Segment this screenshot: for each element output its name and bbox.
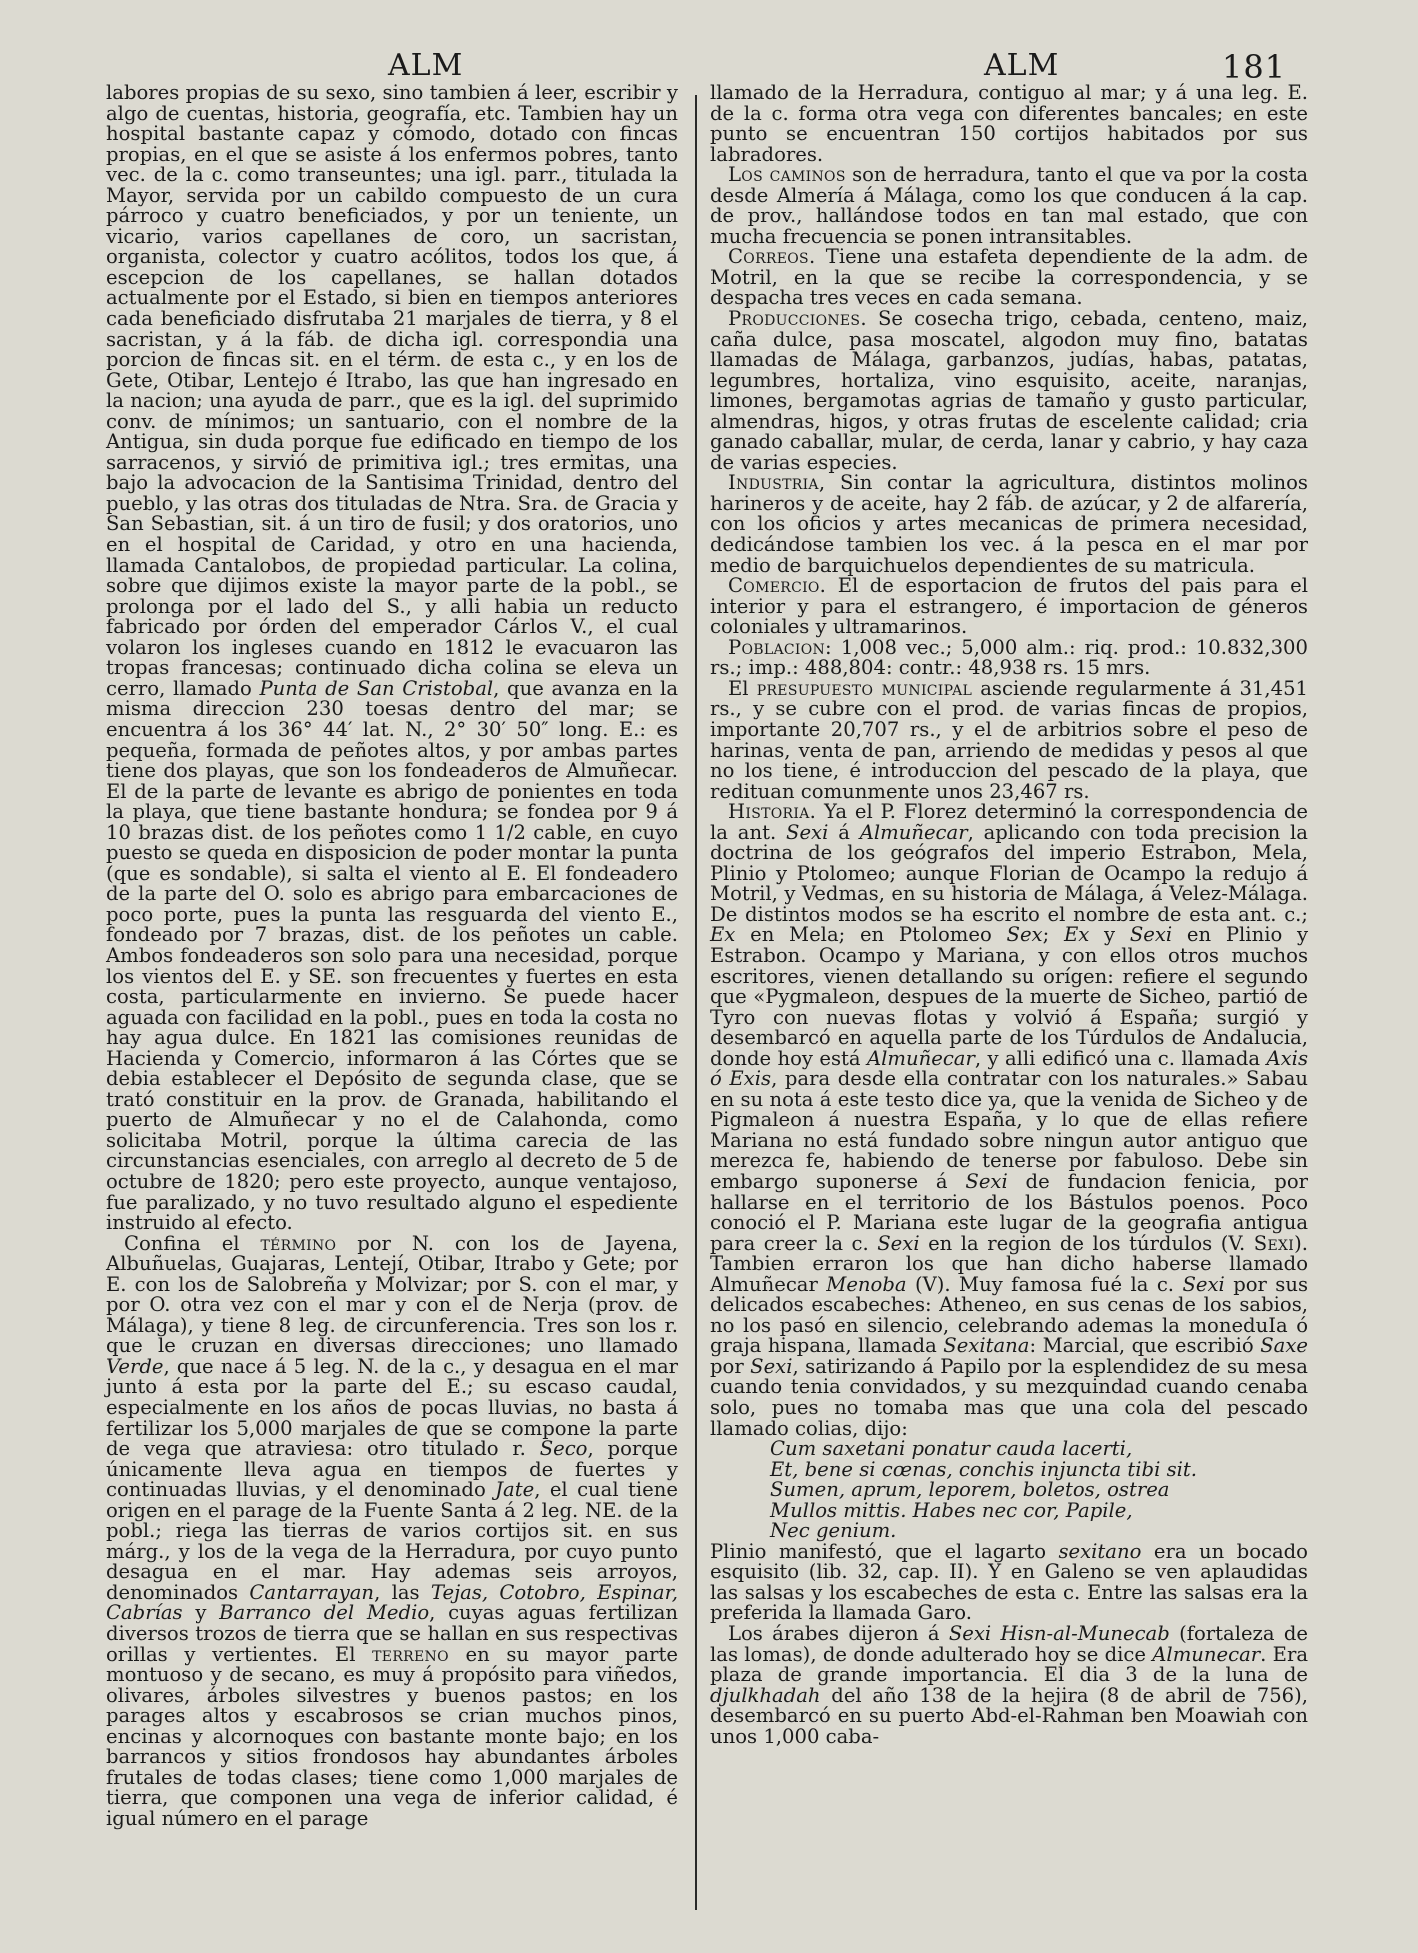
latin-verse xyxy=(770,1439,1308,1542)
left-column xyxy=(106,83,678,1829)
paragraph-historia: Historia. Ya el P. Florez determinó la correspondencia de la ant. Sexi á Almuñecar, aplicando con toda precision la doctrina de los geógrafos del imperio Estrabon, Mela, Plinio y Ptolomeo; aunque Florian de Ocampo la redujo á Motril, y Vedmas, en su historia de Málaga, á Velez-Málaga. De distintos modos se ha escrito el nombre de esta ant. c.; Ex en Mela; en Ptolomeo Sex; Ex y Sexi en Plinio y Estrabon. Ocampo y Mariana, y con ellos otros muchos escritores, vienen detallando su orígen: refiere el segundo que «Pygmaleon, despues de la muerte de Sicheo, partió de Tyro con nuevas flotas y volvió á España; surgió y desembarcó en aquella parte de los Túrdulos de Andalucia, donde hoy está Almuñecar, y alli edificó una c. llamada Axis ó Exis, para desde ella contratar con los naturales.» Sabau en su nota á este testo dice ya, que la venida de Sicheo y de Pigmaleon á nuestra España, y lo que de ellas refiere Mariana no está fundado sobre ningun autor antiguo que merezca fe, habiendo de tenerse por fabuloso. Debe sin embargo suponerse á Sexi de fundacion fenicia, por hallarse en el territorio de los Bástulos poenos. Poco conoció el P. Mariana este lugar de la geografia antigua para creer la c. Sexi en la region de los túrdulos (V. Sexi). Tambien erraron los que han dicho haberse llamado Almuñecar Menoba (V). Muy famosa fué la c. Sexi por sus delicados escabeches: Atheneo, en sus cenas de los sabios, no los pasó en silencio, celebrando ademas la moneduIa ó graja hispana, llamada Sexitana: Marcial, que escribió Saxe por Sexi, satirizando á Papilo por la esplendidez de su mesa cuando tenia convidados, y su mezquindad cuando cenaba solo, pues no tomaba mas que una cola del pescado llamado colias, dijo: xyxy=(710,800,1309,1440)
running-head-right: ALM xyxy=(984,48,1060,83)
paragraph-producciones: Producciones. Se cosecha trigo, cebada, centeno, maiz, caña dulce, pasa moscatel, algodon muy fino, batatas llamadas de Málaga, garbanzos, judías, habas, patatas, legumbres, hortaliza, vino esquisito, aceite, naranjas, limones, bergamotas agrias de tamaño y gusto particular, almendras, higos, y otras frutas de escelente calidad; cria ganado caballar, mular, de cerda, lanar y cabrio, y hay caza de varias especies. xyxy=(710,307,1308,474)
paragraph-plinio: Plinio manifestó, que el lagarto sexitano era un bocado esquisito (lib. 32, cap. II). Y en Galeno se ven aplaudidas las salsas y los escabeches de esta c. Entre las salsas era la preferida la llamada Garo. xyxy=(710,1539,1308,1625)
paragraph-hospital-church: labores propias de su sexo, sino tambien á leer, escribir y algo de cuentas, historia, geografía, etc. Tambien hay un hospital bastante capaz y cómodo, dotado con fincas propias, en el que se asiste á los enfermos pobres, tanto vec. de la c. como transeuntes; una igl. parr., titulada la Mayor, servida por un cabildo compuesto de un cura párroco y cuatro beneficiados, y por un teniente, un vicario, varios capellanes de coro, un sacristan, organista, colector y cuatro acólitos, todos los que, á escepcion de los capellanes, se hallan dotados actualmente por el Estado, si bien en tiempos anteriores cada beneficiado disfrutaba 21 marjales de tierra, y 8 el sacristan, y á la fáb. de dicha igl. correspondia una porcion de fincas sit. en el térm. de esta c., y en los de Gete, Otibar, Lentejo é Itrabo, las que han ingresado en la nacion; una ayuda de parr., que es la igl. del suprimido conv. de mínimos; un santuario, con el nombre de la Antigua, sin duda porque fue edificado en tiempo de los sarracenos, y sirvió de primitiva igl.; tres ermitas, una bajo la advocacion de la Santisima Trinidad, dentro del pueblo, y las otras dos tituladas de Ntra. Sra. de Gracia y San Sebastian, sit. á un tiro de fusil; y dos oratorios, uno en el hospital de Caridad, y otro en una hacienda, llamada Cantalobos, de propiedad particular. La colina, sobre que dijimos existe la mayor parte de la pobl., se prolonga por el lado del S., y alli habia un reducto fabricado por órden del emperador Cárlos V., el cual volaron los ingleses cuando en 1812 le evacuaron las tropas francesas; continuado dicha colina se eleva un cerro, llamado Punta de San Cristobal, que avanza en la misma direccion 230 toesas dentro del mar; se encuentra á los 36° 44′ lat. N., 2° 30′ 50″ long. E.: es pequeña, formada de peñotes altos, y por ambas partes tiene dos playas, que son los fondeaderos de Almuñecar. El de la parte de levante es abrigo de ponientes en toda la playa, que tiene bastante hondura; se fondea por 9 á 10 brazas dist. de los peñotes como 1 1/2 cable, en cuyo puesto se queda en disposicion de poder montar la punta (que es sondable), si salta el viento al E. El fondeadero de la parte del O. solo es abrigo para embarcaciones de poco porte, pues la punta las resguarda del viento E., fondeado por 7 brazas, dist. de los peñotes un cable. Ambos fondeaderos son solo para una necesidad, porque los vientos del E. y SE. son frecuentes y fuertes en esta costa, particularmente en invierno. Se puede hacer aguada con facilidad en la pobl., pues en toda la costa no hay agua dulce. En 1821 las comisiones reunidas de Hacienda y Comercio, informaron á las Córtes que se debia establecer el Depósito de segunda clase, que se trató constituir en la prov. de Granada, habilitando el puerto de Almuñecar y no el de Calahonda, como solicitaba Motril, porque la última carecia de las circunstancias esenciales, con arreglo al decreto de 5 de octubre de 1820; pero este proyecto, aunque ventajoso, fue paralizado, y no tuvo resultado alguno el espediente instruido al efecto. xyxy=(106,81,679,1235)
verse-line: Sumen, aprum, leporem, boletos, ostrea xyxy=(770,1478,1170,1502)
paragraph-arabes: Los árabes dijeron á Sexi Hisn-al-Munecab (fortaleza de las lomas), de donde adulterado hoy se dice Almunecar. Era plaza de grande importancia. El dia 3 de la luna de djulkhadah del año 138 de la hejira (8 de abril de 756), desembarcó en su puerto Abd-el-Rahman ben Moawiah con unos 1,000 caba- xyxy=(710,1622,1309,1748)
verse-line: Cum saxetani ponatur cauda lacerti, xyxy=(770,1437,1133,1461)
column-divider xyxy=(695,95,697,1910)
paragraph-herradura: llamado de la Herradura, contiguo al mar; y á una leg. E. de la c. forma otra vega con diferentes bancales; en este punto se encuentran 150 cortijos habitados por sus labradores. xyxy=(710,81,1308,166)
running-head-left: ALM xyxy=(388,48,464,83)
paragraph-industria: Industria, Sin contar la agricultura, distintos molinos harineros y de aceite, hay 2 fáb. de azúcar, y 2 de alfarería, con los oficios y artes mecanicas de primera necesidad, dedicándose tambien los vec. á la pesca en el mar por medio de barquichuelos dependientes de su matricula. xyxy=(710,471,1308,577)
paragraph-termino: Confina el término por N. con los de Jayena, Albuñuelas, Guajaras, Lentejí, Otibar, Itrabo y Gete; por E. con los de Salobreña y Molvizar; por S. con el mar, y por O. otra vez con el mar y con el de Nerja (prov. de Málaga), y tiene 8 leg. de circunferencia. Tres son los r. que le cruzan en diversas direcciones; uno llamado Verde, que nace á 5 leg. N. de la c., y desagua en el mar junto á esta por la parte del E.; su escaso caudal, especialmente en los años de pocas lluvias, no basta á fertilizar los 5,000 marjales de que se compone la parte de vega que atraviesa: otro titulado r. Seco, porque únicamente lleva agua en tiempos de fuertes y continuadas lluvias, y el denominado Jate, el cual tiene origen en el parage de la Fuente Santa á 2 leg. NE. de la pobl.; riega las tierras de varios cortijos sit. en sus márg., y los de la vega de la Herradura, por cuyo punto desagua en el mar. Hay ademas seis arroyos, denominados Cantarrayan, las Tejas, Cotobro, Espinar, Cabrías y Barranco del Medio, cuyas aguas fertilizan diversos trozos de tierra que se hallan en sus respectivas orillas y vertientes. El terreno en su mayor parte montuoso y de secano, es muy á propósito para viñedos, olivares, árboles silvestres y buenos pastos; en los parages altos y escabrosos se crian muchos pinos, encinas y alcornoques con bastante monte bajo; en los barrancos y sitios frondosos hay abundantes árboles frutales de todas clases; tiene como 1,000 marjales de tierra, que componen una vega de inferior calidad, é igual número en el parage xyxy=(106,1231,679,1830)
paragraph-correos: Correos. Tiene una estafeta dependiente de la adm. de Motril, en la que se recibe la correspondencia, y se despacha tres veces en cada semana. xyxy=(710,245,1308,310)
verse-line: Nec genium. xyxy=(770,1519,897,1543)
right-column xyxy=(710,83,1308,1747)
paragraph-poblacion: Poblacion: 1,008 vec.; 5,000 alm.: riq. prod.: 10.832,300 rs.; imp.: 488,804: contr.: 48,938 rs. 15 mrs. xyxy=(710,635,1308,680)
paragraph-caminos: Los caminos son de herradura, tanto el que va por la costa desde Almería á Málaga, como los que conducen á la cap. de prov., hallándose todos en tan mal estado, que con mucha frecuencia se ponen intransitables. xyxy=(710,163,1309,248)
paragraph-comercio: Comercio. El de esportacion de frutos del pais para el interior y para el estrangero, é importacion de géneros coloniales y ultramarinos. xyxy=(710,574,1308,639)
paragraph-presupuesto: El presupuesto municipal asciende regularmente á 31,451 rs., y se cubre con el prod. de varias fincas de propios, importante 20,707 rs., y el de arbitrios sobre el peso de harinas, venta de pan, arriendo de medidas y pesos al que no los tiene, é introduccion del pescado de la playa, que redituan comunmente unos 23,467 rs. xyxy=(710,676,1308,803)
page-number: 181 xyxy=(1222,48,1287,86)
verse-line: Mullos mittis. Habes nec cor, Papile, xyxy=(770,1498,1133,1522)
verse-line: Et, bene si cœnas, conchis injuncta tibi sit. xyxy=(770,1457,1198,1481)
